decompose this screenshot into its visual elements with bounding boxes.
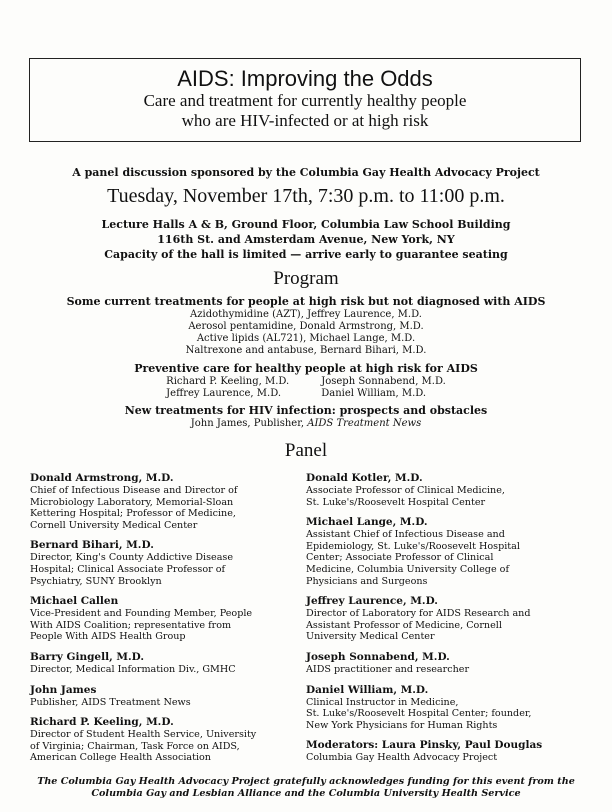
program-section-1	[0, 295, 612, 357]
venue-block	[0, 217, 612, 262]
panelist-desc: University Medical Center	[306, 631, 435, 643]
panelist-desc: Kettering Hospital; Professor of Medicine,	[30, 508, 236, 520]
panelist-entry	[306, 516, 574, 587]
panelist-desc: Director, Medical Information Div., GMHC	[30, 663, 236, 675]
moderators-name: Moderators: Laura Pinsky, Paul Douglas	[306, 739, 543, 752]
program-item	[0, 418, 612, 430]
panelist-desc: Physicians and Surgeons	[306, 575, 428, 587]
panelist-entry	[30, 716, 298, 764]
panelist-name: Bernard Bihari, M.D.	[30, 539, 154, 552]
venue-line: Lecture Halls A & B, Ground Floor, Columbia Law School Building	[101, 218, 511, 231]
event-date: Tuesday, November 17th, 7:30 p.m. to 11:00 p.m.	[107, 185, 505, 207]
panelist-entry	[306, 684, 574, 732]
panelist-desc: New York Physicians for Human Rights	[306, 719, 498, 731]
panelist-desc: Hospital; Clinical Associate Professor of	[30, 563, 226, 575]
panelist-name: Daniel William, M.D.	[306, 683, 429, 696]
panelist-desc: Publisher, AIDS Treatment News	[30, 696, 191, 708]
panelist-entry	[30, 539, 298, 587]
panelist-desc: Vice-President and Founding Member, People	[30, 608, 253, 620]
acknowledgement-footer	[0, 776, 612, 800]
panelist-entry	[30, 684, 298, 709]
panelist-desc: Medicine, Columbia University College of	[306, 563, 510, 575]
program-item: Richard P. Keeling, M.D.	[166, 376, 290, 387]
panelist-desc: Associate Professor of Clinical Medicine,	[306, 485, 505, 496]
panelist-desc: Director of Laboratory for AIDS Research and	[306, 608, 531, 620]
panelist-name: Donald Armstrong, M.D.	[30, 472, 174, 484]
program-item: Jeffrey Laurence, M.D.	[166, 388, 282, 399]
program-section-heading: Some current treatments for people at high risk but not diagnosed with AIDS	[66, 295, 546, 308]
panelist-desc: St. Luke's/Roosevelt Hospital Center; founder,	[306, 708, 532, 720]
panelist-name: Donald Kotler, M.D.	[306, 472, 423, 484]
program-speaker-columns	[0, 376, 612, 400]
panelist-desc: Chief of Infectious Disease and Director of	[30, 485, 238, 496]
program-item: Active lipids (AL721), Michael Lange, M.D.	[196, 333, 416, 344]
panelist-desc: Epidemiology, St. Luke's/Roosevelt Hospital	[306, 540, 520, 552]
panel-heading: Panel	[284, 440, 328, 461]
panelist-desc: American College Health Association	[30, 752, 211, 764]
panelist-entry	[306, 739, 574, 764]
speaker-column-left	[166, 376, 289, 400]
page-title: AIDS: Improving the Odds	[177, 66, 433, 91]
panelist-desc: Assistant Professor of Medicine, Cornell	[306, 619, 502, 631]
panelist-desc: Clinical Instructor in Medicine,	[306, 696, 459, 708]
panelist-desc: AIDS practitioner and researcher	[306, 663, 470, 675]
panelist-entry	[30, 651, 298, 676]
venue-line: Capacity of the hall is limited — arrive early to guarantee seating	[104, 248, 508, 261]
speaker-column-right	[321, 376, 446, 400]
program-item: Naltrexone and antabuse, Bernard Bihari, M.D.	[185, 345, 427, 356]
publication-title: AIDS Treatment News	[307, 418, 422, 429]
program-item: Daniel William, M.D.	[321, 388, 427, 399]
panelist-entry	[306, 472, 574, 508]
venue-line: 116th St. and Amsterdam Avenue, New York, NY	[157, 233, 455, 246]
panelist-name: Barry Gingell, M.D.	[30, 650, 145, 663]
title-box	[29, 58, 581, 142]
subtitle-line-2: who are HIV-infected or at high risk	[181, 111, 429, 130]
program-item: Azidothymidine (AZT), Jeffrey Laurence, M.D.	[190, 309, 422, 320]
program-section-heading: New treatments for HIV infection: prospects and obstacles	[124, 404, 488, 417]
program-item-text: John James, Publisher,	[190, 418, 308, 429]
panelist-entry	[306, 651, 574, 676]
program-item: Joseph Sonnabend, M.D.	[321, 376, 446, 387]
program-section-2	[0, 362, 612, 400]
panelist-desc: Columbia Gay Health Advocacy Project	[306, 752, 498, 764]
panelist-desc: Director of Student Health Service, University	[30, 729, 257, 741]
panelist-entry	[30, 472, 298, 531]
panelist-name: Richard P. Keeling, M.D.	[30, 716, 174, 729]
panelist-desc: Center; Associate Professor of Clinical	[306, 552, 494, 564]
panel-column-left	[30, 472, 298, 772]
program-section-3	[0, 404, 612, 430]
panelist-desc: of Virginia; Chairman, Task Force on AIDS,	[30, 740, 240, 752]
panelist-desc: Psychiatry, SUNY Brooklyn	[30, 575, 162, 587]
subtitle-line-1: Care and treatment for currently healthy people	[143, 91, 467, 110]
program-item: Aerosol pentamidine, Donald Armstrong, M.D.	[188, 321, 424, 332]
panelist-desc: With AIDS Coalition; representative from	[30, 619, 232, 631]
panelist-desc: St. Luke's/Roosevelt Hospital Center	[306, 496, 486, 508]
panelist-name: John James	[30, 683, 97, 696]
panelist-desc: Cornell University Medical Center	[30, 519, 198, 531]
panelist-desc: People With AIDS Health Group	[30, 631, 186, 643]
panelist-entry	[30, 595, 298, 643]
panel-column-right	[306, 472, 574, 772]
footer-line: Columbia Gay and Lesbian Alliance and the Columbia University Health Service	[91, 788, 521, 799]
program-section-heading: Preventive care for healthy people at high risk for AIDS	[134, 362, 478, 375]
panelist-desc: Assistant Chief of Infectious Disease and	[306, 529, 505, 541]
panelist-name: Michael Lange, M.D.	[306, 516, 428, 529]
panelist-entry	[306, 595, 574, 643]
footer-line: The Columbia Gay Health Advocacy Project gratefully acknowledges funding for this event from the	[37, 776, 575, 787]
panelist-name: Jeffrey Laurence, M.D.	[306, 595, 438, 608]
panelist-desc: Microbiology Laboratory, Memorial-Sloan	[30, 496, 234, 508]
panelist-desc: Director, King's County Addictive Disease	[30, 552, 234, 564]
program-heading: Program	[273, 268, 339, 289]
panelist-name: Joseph Sonnabend, M.D.	[306, 650, 450, 663]
panelist-name: Michael Callen	[30, 595, 119, 608]
sponsor-line: A panel discussion sponsored by the Columbia Gay Health Advocacy Project	[72, 166, 540, 179]
